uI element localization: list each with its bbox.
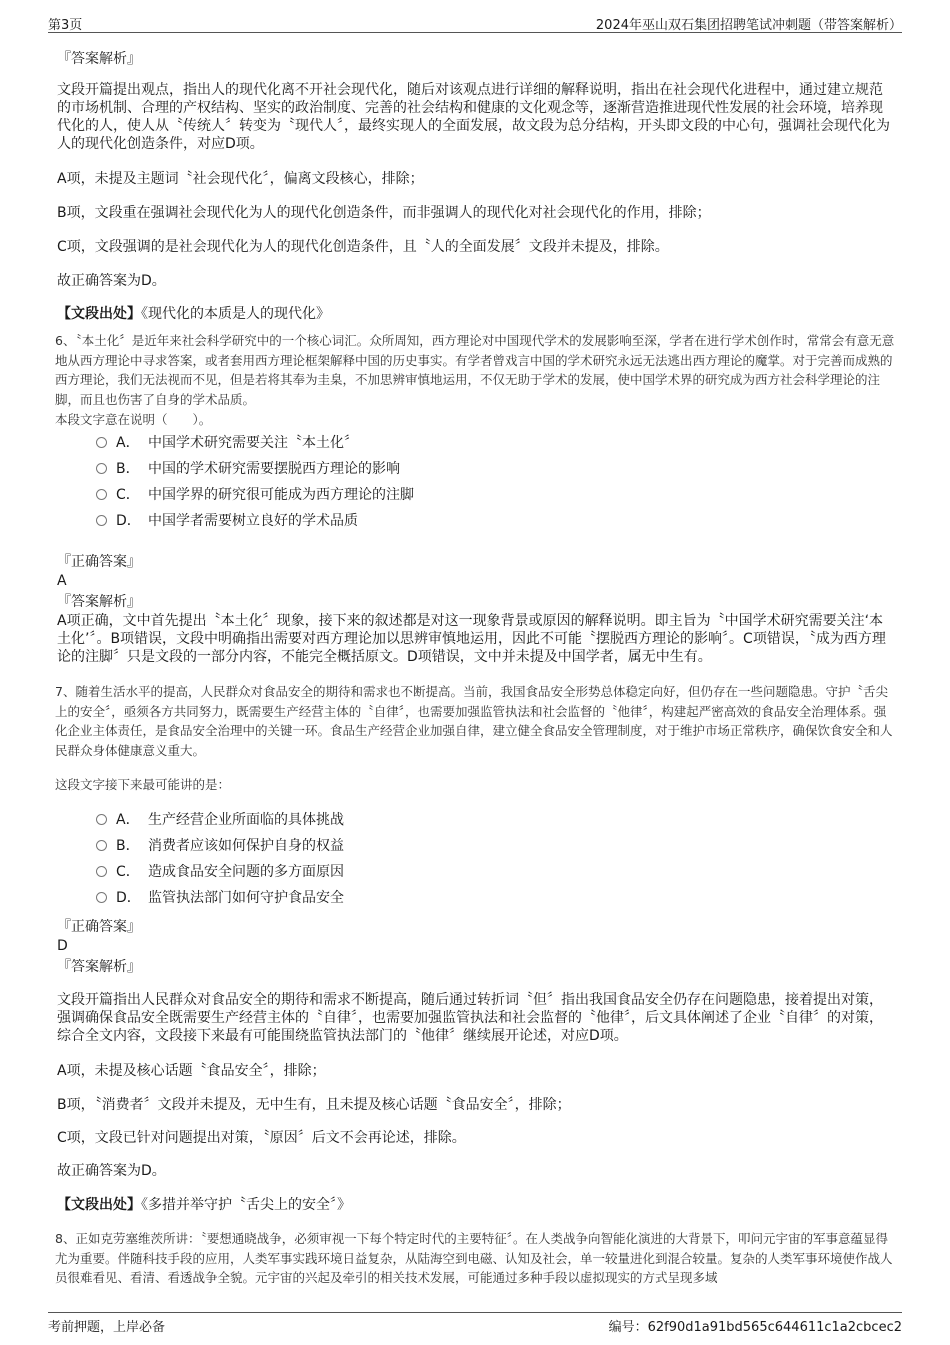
q7-analysis-label: 『答案解析』 bbox=[57, 959, 141, 975]
q7-passage: 7、随着生活水平的提高，人民群众对食品安全的期待和需求也不断提高。当前，我国食品安全形势总体稳定向好，但仍存在一些问题隐患。守护〝舌尖上的安全〞，亟须各方共同努力，既需要生产经营主体的〝自律〞，也需要加强监管执法和社会监督的〝他律〞，构建起严密高效的食品安全治理体系。强化企业主体责任，是食品安全治理中的关键一环。食品生产经营企业加强自律，建立健全食品安全管理制度，对于维护市场正常秩序，确保饮食安全和人民群众身体健康意义重大。 bbox=[55, 684, 893, 758]
q7-source bbox=[57, 1196, 351, 1214]
document-id: 编号：62f90d1a91bd565c644611c1a2cbcec2 bbox=[608, 1320, 902, 1335]
document-title: 2024年巫山双石集团招聘笔试冲刺题（带答案解析） bbox=[595, 18, 902, 33]
q7-option-d[interactable]: D． 监管执法部门如何守护食品安全 bbox=[96, 888, 344, 908]
page-header bbox=[48, 12, 902, 33]
radio-icon[interactable] bbox=[96, 840, 107, 851]
radio-icon[interactable] bbox=[96, 866, 107, 877]
source-title: 《现代化的本质是人的现代化》 bbox=[141, 306, 330, 322]
q6-answer: A bbox=[57, 573, 67, 589]
q6-stem: 本段文字意在说明（ ）。 bbox=[55, 412, 212, 427]
q7-stem: 这段文字接下来最可能讲的是： bbox=[55, 777, 231, 792]
q5-analysis-label: 『答案解析』 bbox=[57, 51, 141, 67]
radio-icon[interactable] bbox=[96, 814, 107, 825]
q6-analysis-label: 『答案解析』 bbox=[57, 594, 141, 610]
q6-option-b[interactable]: B． 中国的学术研究需要摆脱西方理论的影响 bbox=[96, 459, 400, 479]
q7-option-a[interactable]: A． 生产经营企业所面临的具体挑战 bbox=[96, 810, 344, 830]
q5-analysis: 文段开篇提出观点，指出人的现代化离不开社会现代化，随后对该观点进行详细的解释说明，指出在社会现代化进程中，通过建立规范的市场机制、合理的产权结构、坚实的政治制度、完善的社会结构和健康的文化观念等，逐渐营造推进现代性发展的社会环境，培养现代化的人，使人从〝传统人〞转变为〝现代人〞，最终实现人的全面发展，故文段为总分结构，开头即文段的中心句，强调社会现代化为人的现代化创造条件，对应D项。 bbox=[57, 82, 890, 152]
q7-answer-label: 『正确答案』 bbox=[57, 919, 141, 935]
source-label: 【文段出处】 bbox=[57, 1197, 141, 1213]
q7-analysis: 文段开篇指出人民群众对食品安全的期待和需求不断提高，随后通过转折词〝但〞指出我国食品安全仍存在问题隐患，接着提出对策，强调确保食品安全既需要生产经营主体的〝自律〞，也需要加强监管执法和社会监督的〝他律〞，后文具体阐述了企业〝自律〞的对策，综合全文内容，文段接下来最有可能围绕监管执法部门的〝他律〞继续展开论述，对应D项。 bbox=[57, 992, 883, 1044]
q6-passage: 6、〝本土化〞是近年来社会科学研究中的一个核心词汇。众所周知，西方理论对中国现代学术的发展影响至深，学者在进行学术创作时，常常会有意无意地从西方理论中寻求答案，或者套用西方理论框架解释中国的历史事实。有学者曾戏言中国的学术研究永远无法逃出西方理论的魔掌。对于完善而成熟的西方理论，我们无法视而不见，但是若将其奉为圭臬，不加思辨审慎地运用，不仅无助于学术的发展，使中国学术界的研究成为西方社会科学理论的注脚，而且也伤害了自身的学术品质。 bbox=[55, 333, 895, 407]
q7-answer: D bbox=[57, 938, 68, 954]
source-title: 《多措并举守护〝舌尖上的安全〞》 bbox=[141, 1197, 351, 1213]
radio-icon[interactable] bbox=[96, 463, 107, 474]
radio-icon[interactable] bbox=[96, 515, 107, 526]
footer-slogan: 考前押题，上岸必备 bbox=[48, 1320, 166, 1335]
q7-option-b-analysis: B项，〝消费者〞文段并未提及，无中生有，且未提及核心话题〝食品安全〞，排除； bbox=[57, 1097, 571, 1113]
q5-option-a-analysis: A项，未提及主题词〝社会现代化〞，偏离文段核心，排除； bbox=[57, 171, 424, 187]
q7-option-c[interactable]: C． 造成食品安全问题的多方面原因 bbox=[96, 862, 344, 882]
q7-option-b[interactable]: B． 消费者应该如何保护自身的权益 bbox=[96, 836, 344, 856]
q5-conclusion: 故正确答案为D。 bbox=[57, 273, 166, 289]
q7-conclusion: 故正确答案为D。 bbox=[57, 1163, 166, 1179]
q5-option-c-analysis: C项，文段强调的是社会现代化为人的现代化创造条件，且〝人的全面发展〞文段并未提及，排除。 bbox=[57, 239, 669, 255]
q6-answer-label: 『正确答案』 bbox=[57, 554, 141, 570]
radio-icon[interactable] bbox=[96, 489, 107, 500]
page-number: 第3页 bbox=[48, 18, 83, 33]
q6-analysis: A项正确，文中首先提出〝本土化〞现象，接下来的叙述都是对这一现象背景或原因的解释说明。即主旨为〝中国学术研究需要关注‘本土化’〞。B项错误，文段中明确指出需要对西方理论加以思辨审慎地运用，因此不可能〝摆脱西方理论的影响〞。C项错误，〝成为西方理论的注脚〞只是文段的一部分内容，不能完全概括原文。D项错误，文中并未提及中国学者，属无中生有。 bbox=[57, 613, 886, 665]
page-footer bbox=[48, 1312, 902, 1335]
q7-option-c-analysis: C项，文段已针对问题提出对策，〝原因〞后文不会再论述，排除。 bbox=[57, 1130, 466, 1146]
source-label: 【文段出处】 bbox=[57, 306, 141, 322]
q5-option-b-analysis: B项，文段重在强调社会现代化为人的现代化创造条件，而非强调人的现代化对社会现代化的作用，排除； bbox=[57, 205, 711, 221]
q7-option-a-analysis: A项，未提及核心话题〝食品安全〞，排除； bbox=[57, 1063, 326, 1079]
q6-option-a[interactable]: A． 中国学术研究需要关注〝本土化〞 bbox=[96, 433, 358, 453]
q5-source bbox=[57, 305, 330, 323]
q6-option-c[interactable]: C． 中国学界的研究很可能成为西方理论的注脚 bbox=[96, 485, 414, 505]
radio-icon[interactable] bbox=[96, 437, 107, 448]
q6-option-d[interactable]: D． 中国学者需要树立良好的学术品质 bbox=[96, 511, 358, 531]
q8-passage: 8、正如克劳塞维茨所讲：〝要想通晓战争，必须审视一下每个特定时代的主要特征〞。在人类战争向智能化演进的大背景下，叩问元宇宙的军事意蕴显得尤为重要。伴随科技手段的应用，人类军事实践环境日益复杂，从陆海空到电磁、认知及社会，单一较量进化到混合较量。复杂的人类军事环境使作战人员很难看见、看清、看透战争全貌。元宇宙的兴起及牵引的相关技术发展，可能通过多种手段以虚拟现实的方式呈现多域 bbox=[55, 1231, 893, 1285]
radio-icon[interactable] bbox=[96, 892, 107, 903]
